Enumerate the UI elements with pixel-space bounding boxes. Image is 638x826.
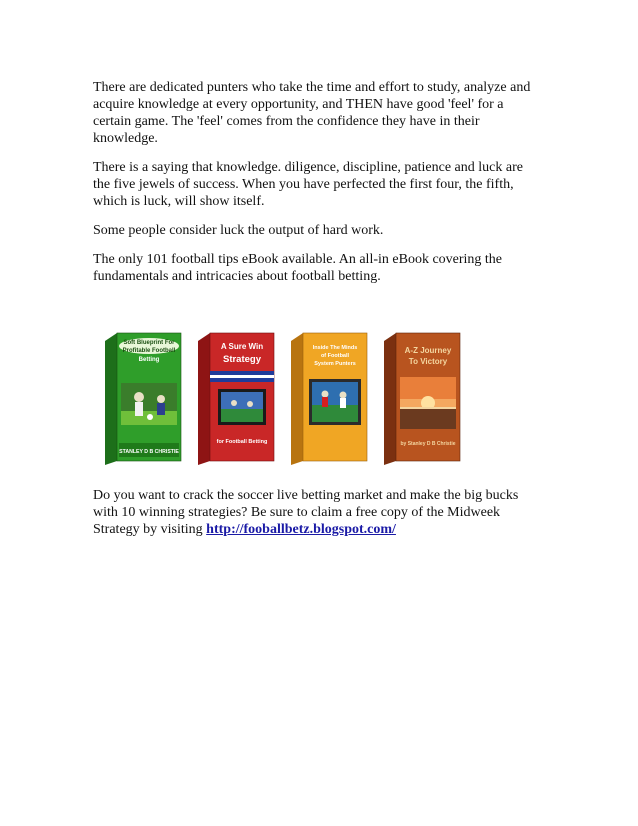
closing-paragraph [93, 487, 543, 538]
book-4-title-line-2: To Victory [408, 357, 448, 366]
paragraph-2: There is a saying that knowledge. diligence, discipline, patience and luck are the five jewels of success. When you have perfected the first four, the fifth, which is luck, will show itself. [93, 160, 523, 209]
book-1-author: STANLEY D B CHRISTIE [119, 449, 179, 455]
book-cover-inside-minds [289, 331, 369, 466]
book-cover-inside-minds-image [289, 331, 369, 466]
book-4-title-line-1: A-Z Journey [404, 346, 452, 355]
book-2-title-line-1: A Sure Win [220, 342, 264, 351]
closing-paragraph-text: Do you want to crack the soccer live betting market and make the big bucks with 10 winning strategies? Be sure to claim a free copy of the Midweek Strategy by visiting [93, 488, 519, 537]
book-4-author: by Stanley D B Christie [400, 441, 456, 447]
book-cover-blueprint [103, 331, 183, 466]
book-3-title-line-2: of Football [320, 353, 350, 359]
book-3-title-line-1: Inside The Minds [312, 345, 358, 351]
book-2-title-line-2: Strategy [222, 354, 262, 365]
book-1-title-line-3: Betting [138, 357, 160, 363]
book-cover-blueprint-image [103, 331, 183, 466]
paragraph-1: There are dedicated punters who take the time and effort to study, analyze and acquire knowledge at every opportunity, and THEN have good 'feel' for a certain game. The 'feel' comes from the confidence they have in their knowledge. [93, 80, 531, 146]
paragraph-3: Some people consider luck the output of hard work. [93, 223, 384, 238]
ebook-covers [93, 331, 473, 466]
blog-link[interactable]: http://fooballbetz.blogspot.com/ [206, 522, 396, 537]
book-1-title-line-2: Profitable Football [122, 348, 176, 354]
book-cover-sure-win-image [196, 331, 276, 466]
book-2-subtitle: for Football Betting [216, 439, 268, 445]
book-cover-a-z-journey [382, 331, 462, 466]
book-1-title-line-1: Soft Blueprint For [123, 340, 175, 346]
paragraph-4: The only 101 football tips eBook available. An all-in eBook covering the fundamentals and intricacies about football betting. [93, 252, 503, 284]
book-cover-sure-win [196, 331, 276, 466]
intro-text [93, 79, 543, 297]
book-3-title-line-3: System Punters [314, 361, 356, 367]
closing-text [93, 487, 543, 550]
book-cover-a-z-journey-image [382, 331, 462, 466]
